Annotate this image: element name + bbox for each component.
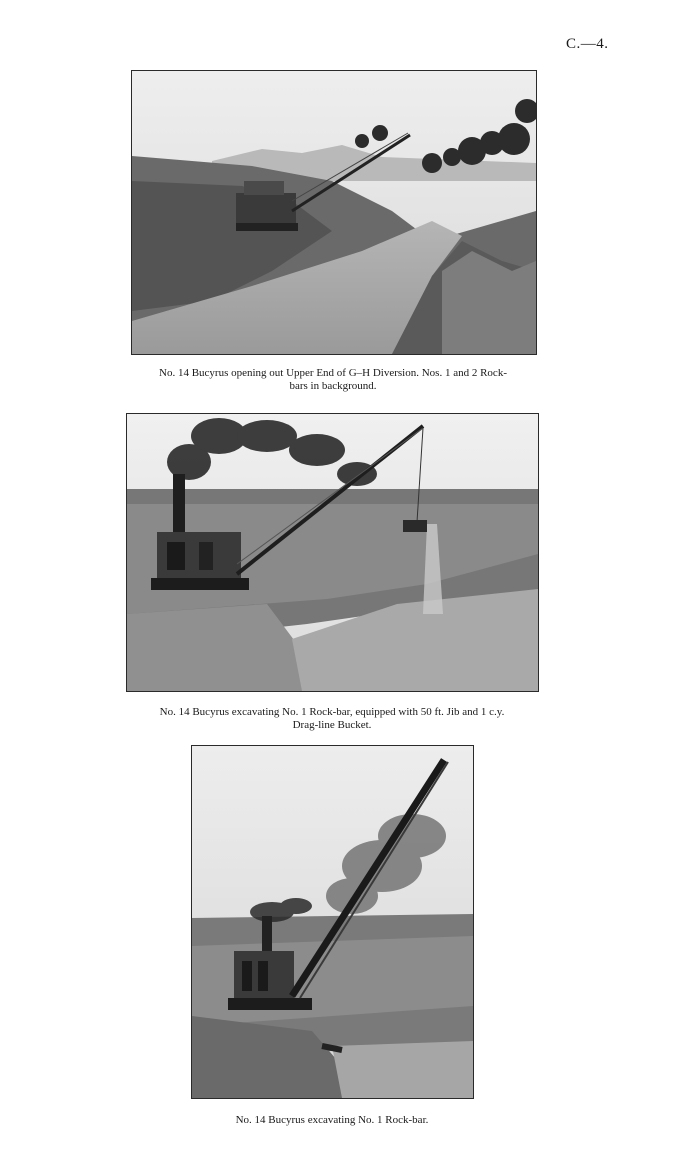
caption-photo-2 <box>120 706 544 732</box>
photo-dragline-rock-bar <box>126 413 539 692</box>
caption-photo-3 <box>150 1114 514 1127</box>
caption-photo-1 <box>130 367 536 393</box>
caption-line: No. 14 Bucyrus excavating No. 1 Rock-bar. <box>235 1114 429 1126</box>
caption-line: No. 14 Bucyrus opening out Upper End of G–H Diversion. Nos. 1 and 2 Rock- <box>159 367 507 379</box>
page-number: C.—4. <box>566 36 609 52</box>
caption-line: Drag-line Bucket. <box>292 719 372 731</box>
caption-line: No. 14 Bucyrus excavating No. 1 Rock-bar, equipped with 50 ft. Jib and 1 c.y. <box>159 706 505 718</box>
caption-line: bars in background. <box>289 380 377 392</box>
photo-diversion-upper-end <box>131 70 537 355</box>
photo-excavating-rock-bar <box>191 745 474 1099</box>
